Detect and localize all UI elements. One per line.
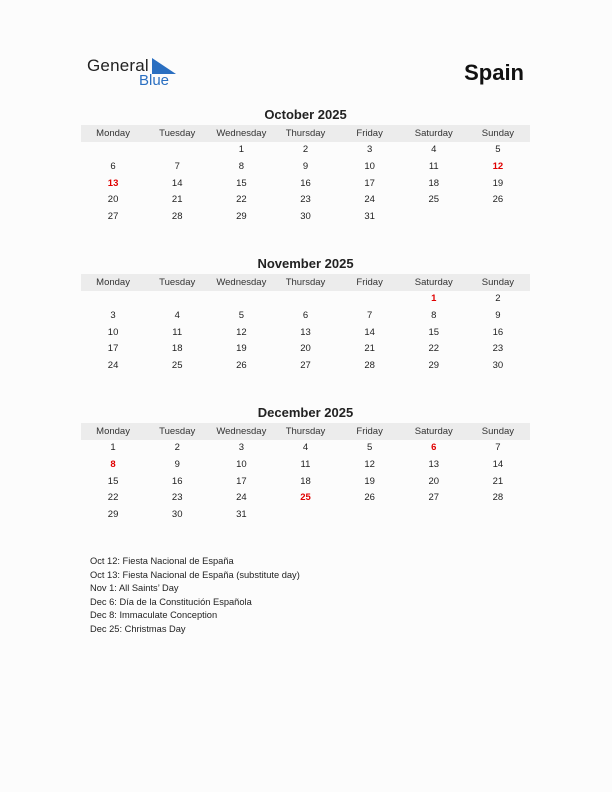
day-cell: 17	[107, 343, 119, 355]
day-cell: 24	[236, 492, 247, 504]
week-row	[81, 192, 530, 209]
day-cell: 28	[492, 492, 504, 504]
day-cell: 16	[492, 326, 504, 338]
day-cell: 20	[107, 194, 119, 206]
month-title: October 2025	[264, 107, 347, 122]
day-cell: 25	[428, 194, 440, 206]
weekday-label: Monday	[96, 128, 130, 139]
day-cell: 4	[431, 144, 437, 155]
day-cell: 30	[300, 211, 311, 223]
holiday-day-cell: 1	[431, 293, 437, 304]
weekday-label: Monday	[96, 277, 130, 288]
day-cell: 15	[107, 475, 119, 487]
week-row	[81, 440, 530, 457]
day-cell: 1	[110, 442, 116, 453]
day-cell: 1	[238, 144, 244, 155]
day-cell: 5	[366, 442, 373, 453]
country-title: Spain	[464, 60, 524, 85]
day-cell: 20	[300, 343, 311, 355]
day-cell: 4	[174, 309, 180, 321]
day-cell: 13	[428, 458, 440, 470]
empty-day-cell	[145, 291, 209, 308]
weekday-label: Saturday	[414, 426, 453, 437]
day-cell: 10	[107, 326, 119, 338]
day-cell: 2	[174, 442, 180, 453]
day-cell: 31	[364, 211, 375, 223]
day-cell: 14	[364, 326, 375, 338]
weekday-label: Thursday	[285, 426, 326, 437]
day-cell: 28	[364, 360, 375, 372]
day-cell: 26	[236, 360, 247, 372]
holiday-list	[90, 555, 300, 637]
day-cell: 7	[174, 160, 180, 172]
empty-day-cell	[273, 507, 337, 524]
weekday-label: Tuesday	[159, 128, 196, 139]
day-cell: 21	[171, 194, 183, 206]
day-cell: 18	[300, 475, 311, 487]
empty-day-cell	[466, 209, 530, 226]
week-row	[81, 490, 530, 507]
day-cell: 6	[302, 309, 309, 321]
holiday-day-cell: 6	[431, 442, 437, 453]
day-cell: 2	[302, 144, 309, 155]
day-cell: 30	[492, 360, 504, 372]
day-cell: 11	[300, 458, 311, 470]
month-title: December 2025	[257, 405, 354, 420]
logo	[87, 56, 187, 92]
day-cell: 16	[171, 475, 183, 487]
day-cell: 25	[171, 360, 183, 372]
weekday-label: Friday	[356, 128, 383, 139]
empty-day-cell	[145, 142, 209, 159]
day-cell: 29	[236, 211, 247, 223]
day-cell: 28	[171, 211, 183, 223]
week-row	[81, 341, 530, 358]
week-row	[81, 142, 530, 159]
weekday-label: Saturday	[414, 128, 453, 139]
holiday-item: Oct 12: Fiesta Nacional de España	[90, 556, 234, 566]
day-cell: 29	[428, 360, 440, 372]
day-cell: 12	[364, 458, 375, 470]
day-cell: 19	[492, 177, 504, 189]
week-row	[81, 507, 530, 524]
week-row	[81, 209, 530, 226]
day-cell: 19	[364, 475, 375, 487]
day-cell: 3	[110, 309, 116, 321]
weekday-label: Wednesday	[216, 128, 267, 139]
empty-day-cell	[338, 291, 402, 308]
logo-general-text: General	[87, 56, 149, 75]
day-cell: 5	[495, 144, 501, 155]
week-row	[81, 308, 530, 325]
day-cell: 15	[428, 326, 440, 338]
day-cell: 15	[236, 177, 247, 189]
empty-day-cell	[81, 291, 145, 308]
weekday-label: Sunday	[481, 426, 515, 437]
day-cell: 8	[431, 309, 437, 321]
empty-day-cell	[402, 507, 466, 524]
day-cell: 14	[171, 177, 183, 189]
day-cell: 22	[236, 194, 247, 206]
day-cell: 7	[366, 309, 373, 321]
week-row	[81, 176, 530, 193]
day-cell: 26	[364, 492, 375, 504]
empty-day-cell	[338, 507, 402, 524]
weekday-label: Friday	[356, 277, 383, 288]
day-cell: 21	[492, 475, 504, 487]
week-row	[81, 474, 530, 491]
day-cell: 22	[107, 492, 119, 504]
holiday-day-cell: 8	[110, 458, 116, 470]
day-cell: 16	[300, 177, 311, 189]
empty-day-cell	[402, 209, 466, 226]
week-row	[81, 457, 530, 474]
day-cell: 4	[302, 442, 309, 453]
empty-day-cell	[81, 142, 145, 159]
day-cell: 3	[238, 442, 244, 453]
day-cell: 11	[172, 326, 183, 338]
day-cell: 6	[110, 160, 116, 172]
weekday-header	[81, 423, 530, 440]
day-cell: 18	[171, 343, 183, 355]
day-cell: 13	[300, 326, 311, 338]
holiday-day-cell: 13	[107, 177, 119, 189]
holiday-day-cell: 12	[492, 160, 504, 172]
day-cell: 17	[236, 475, 247, 487]
weekday-header	[81, 125, 530, 142]
day-cell: 22	[428, 343, 440, 355]
day-cell: 14	[492, 458, 504, 470]
day-cell: 3	[366, 144, 373, 155]
day-cell: 12	[236, 326, 247, 338]
day-cell: 23	[171, 492, 183, 504]
day-cell: 11	[428, 160, 439, 172]
weekday-label: Tuesday	[159, 277, 196, 288]
empty-day-cell	[273, 291, 337, 308]
weekday-label: Wednesday	[216, 277, 267, 288]
day-cell: 9	[495, 309, 501, 321]
week-row	[81, 358, 530, 375]
day-cell: 9	[302, 160, 309, 172]
month-grid	[81, 142, 530, 226]
day-cell: 26	[492, 194, 504, 206]
month-grid	[81, 291, 530, 375]
day-cell: 27	[300, 360, 311, 372]
day-cell: 24	[364, 194, 375, 206]
day-cell: 29	[107, 509, 119, 521]
weekday-label: Sunday	[481, 128, 515, 139]
weekday-label: Friday	[356, 426, 383, 437]
day-cell: 27	[428, 492, 440, 504]
weekday-label: Tuesday	[159, 426, 196, 437]
day-cell: 20	[428, 475, 440, 487]
day-cell: 23	[300, 194, 311, 206]
empty-day-cell	[466, 507, 530, 524]
month-grid	[81, 440, 530, 524]
day-cell: 19	[236, 343, 247, 355]
day-cell: 17	[364, 177, 375, 189]
day-cell: 5	[238, 309, 244, 321]
weekday-label: Thursday	[285, 277, 326, 288]
day-cell: 23	[492, 343, 504, 355]
day-cell: 7	[495, 442, 501, 453]
day-cell: 30	[171, 509, 183, 521]
holiday-item: Dec 25: Christmas Day	[90, 623, 186, 634]
week-row	[81, 325, 530, 342]
day-cell: 27	[107, 211, 119, 223]
day-cell: 2	[495, 293, 501, 304]
weekday-header	[81, 274, 530, 291]
day-cell: 21	[364, 343, 375, 355]
holiday-item: Dec 6: Día de la Constitución Española	[90, 596, 252, 607]
day-cell: 10	[236, 458, 247, 470]
holiday-item: Nov 1: All Saints’ Day	[90, 583, 179, 594]
day-cell: 10	[364, 160, 375, 172]
month-december	[81, 405, 530, 524]
month-october	[81, 107, 530, 226]
day-cell: 24	[107, 360, 119, 372]
holiday-item: Oct 13: Fiesta Nacional de España (substitute day)	[90, 569, 300, 580]
day-cell: 18	[428, 177, 440, 189]
weekday-label: Wednesday	[216, 426, 267, 437]
weekday-label: Sunday	[481, 277, 515, 288]
holiday-item: Dec 8: Immaculate Conception	[90, 610, 218, 621]
weekday-label: Monday	[96, 426, 130, 437]
day-cell: 9	[174, 458, 180, 470]
holiday-day-cell: 25	[300, 492, 311, 504]
empty-day-cell	[209, 291, 273, 308]
week-row	[81, 159, 530, 176]
day-cell: 8	[238, 160, 244, 172]
day-cell: 31	[236, 509, 247, 521]
month-november	[81, 256, 530, 375]
weekday-label: Saturday	[414, 277, 453, 288]
month-title: November 2025	[257, 256, 354, 271]
logo-blue-text: Blue	[139, 72, 170, 89]
weekday-label: Thursday	[285, 128, 326, 139]
week-row	[81, 291, 530, 308]
